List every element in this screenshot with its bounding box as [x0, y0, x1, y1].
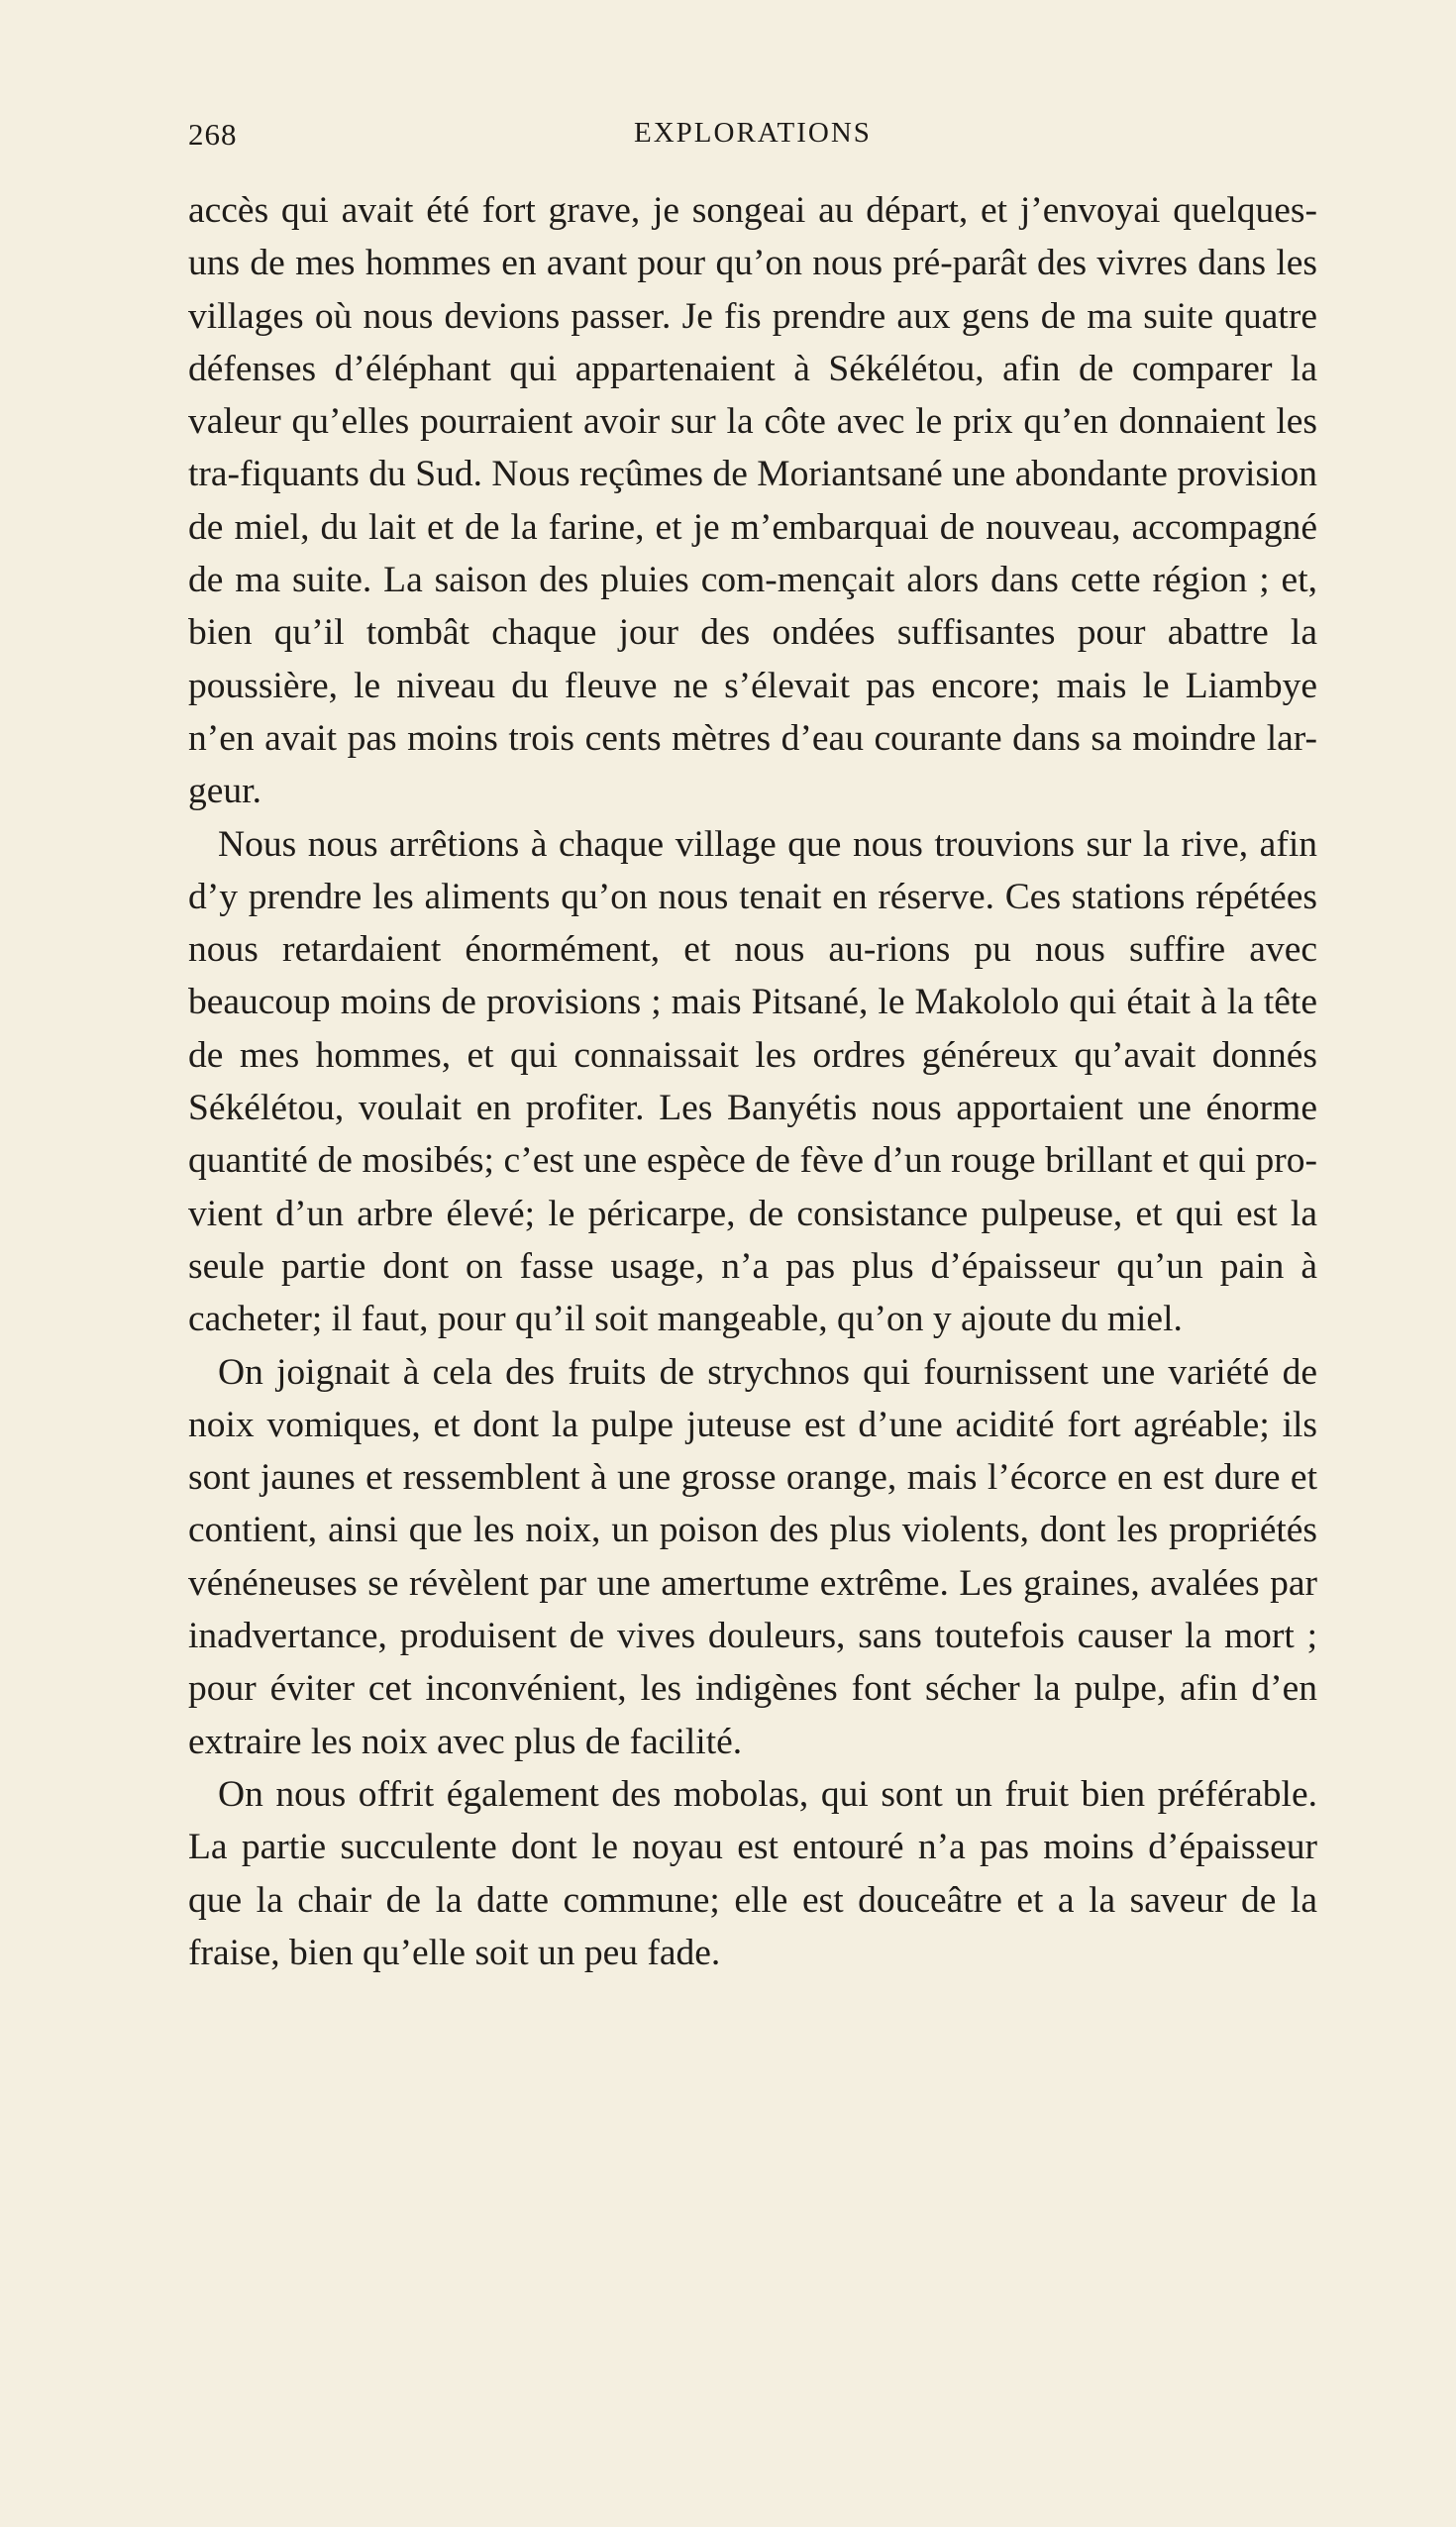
paragraph: accès qui avait été fort grave, je songeai au départ, et j’envoyai quelques-uns de mes hommes en avant pour qu’on nous pré-parât des vivres dans les villages où nous devions passer. Je fis prendre aux gens de ma suite quatre défenses d’éléphant qui appartenaient à Sékélétou, afin de comparer la valeur qu’elles pourraient avoir sur la côte avec le prix qu’en donnaient les tra-fiquants du Sud. Nous reçûmes de Moriantsané une abondante provision de miel, du lait et de la farine, et je m’embarquai de nouveau, accompagné de ma suite. La saison des pluies com-mençait alors dans cette région ; et, bien qu’il tombât chaque jour des ondées suffisantes pour abattre la poussière, le niveau du fleuve ne s’élevait pas encore; mais le Liambye n’en avait pas moins trois cents mètres d’eau courante dans sa moindre lar-geur.	[188, 190, 1317, 812]
paragraph: On nous offrit également des mobolas, qui sont un fruit bien préférable. La partie succulente dont le noyau est entouré n’a pas moins d’épaisseur que la chair de la datte commune; elle est douceâtre et a la saveur de la fraise, bien qu’elle soit un peu fade.	[188, 1773, 1317, 1973]
page-header	[188, 117, 1317, 166]
page-number: 268	[188, 117, 238, 152]
paragraph: Nous nous arrêtions à chaque village que nous trouvions sur la rive, afin d’y prendre les aliments qu’on nous tenait en réserve. Ces stations répétées nous retardaient énormément, et nous au-rions pu nous suffire avec beaucoup moins de provisions ; mais Pitsané, le Makololo qui était à la tête de mes hommes, et qui connaissait les ordres généreux qu’avait donnés Sékélétou, voulait en profiter. Les Banyétis nous apportaient une énorme quantité de mosibés; c’est une espèce de fève d’un rouge brillant et qui pro-vient d’un arbre élevé; le péricarpe, de consistance pulpeuse, et qui est la seule partie dont on fasse usage, n’a pas plus d’épaisseur qu’un pain à cacheter; il faut, pour qu’il soit mangeable, qu’on y ajoute du miel.	[188, 823, 1317, 1340]
body-text	[188, 184, 1317, 1979]
running-title: EXPLORATIONS	[634, 117, 872, 149]
paragraph: On joignait à cela des fruits de strychnos qui fournissent une variété de noix vomiques, et dont la pulpe juteuse est d’une acidité fort agréable; ils sont jaunes et ressemblent à une grosse orange, mais l’écorce en est dure et contient, ainsi que les noix, un poison des plus violents, dont les propriétés vénéneuses se révèlent par une amertume extrême. Les graines, avalées par inadvertance, produisent de vives douleurs, sans toutefois causer la mort ; pour éviter cet inconvénient, les indigènes font sécher la pulpe, afin d’en extraire les noix avec plus de facilité.	[188, 1351, 1317, 1762]
